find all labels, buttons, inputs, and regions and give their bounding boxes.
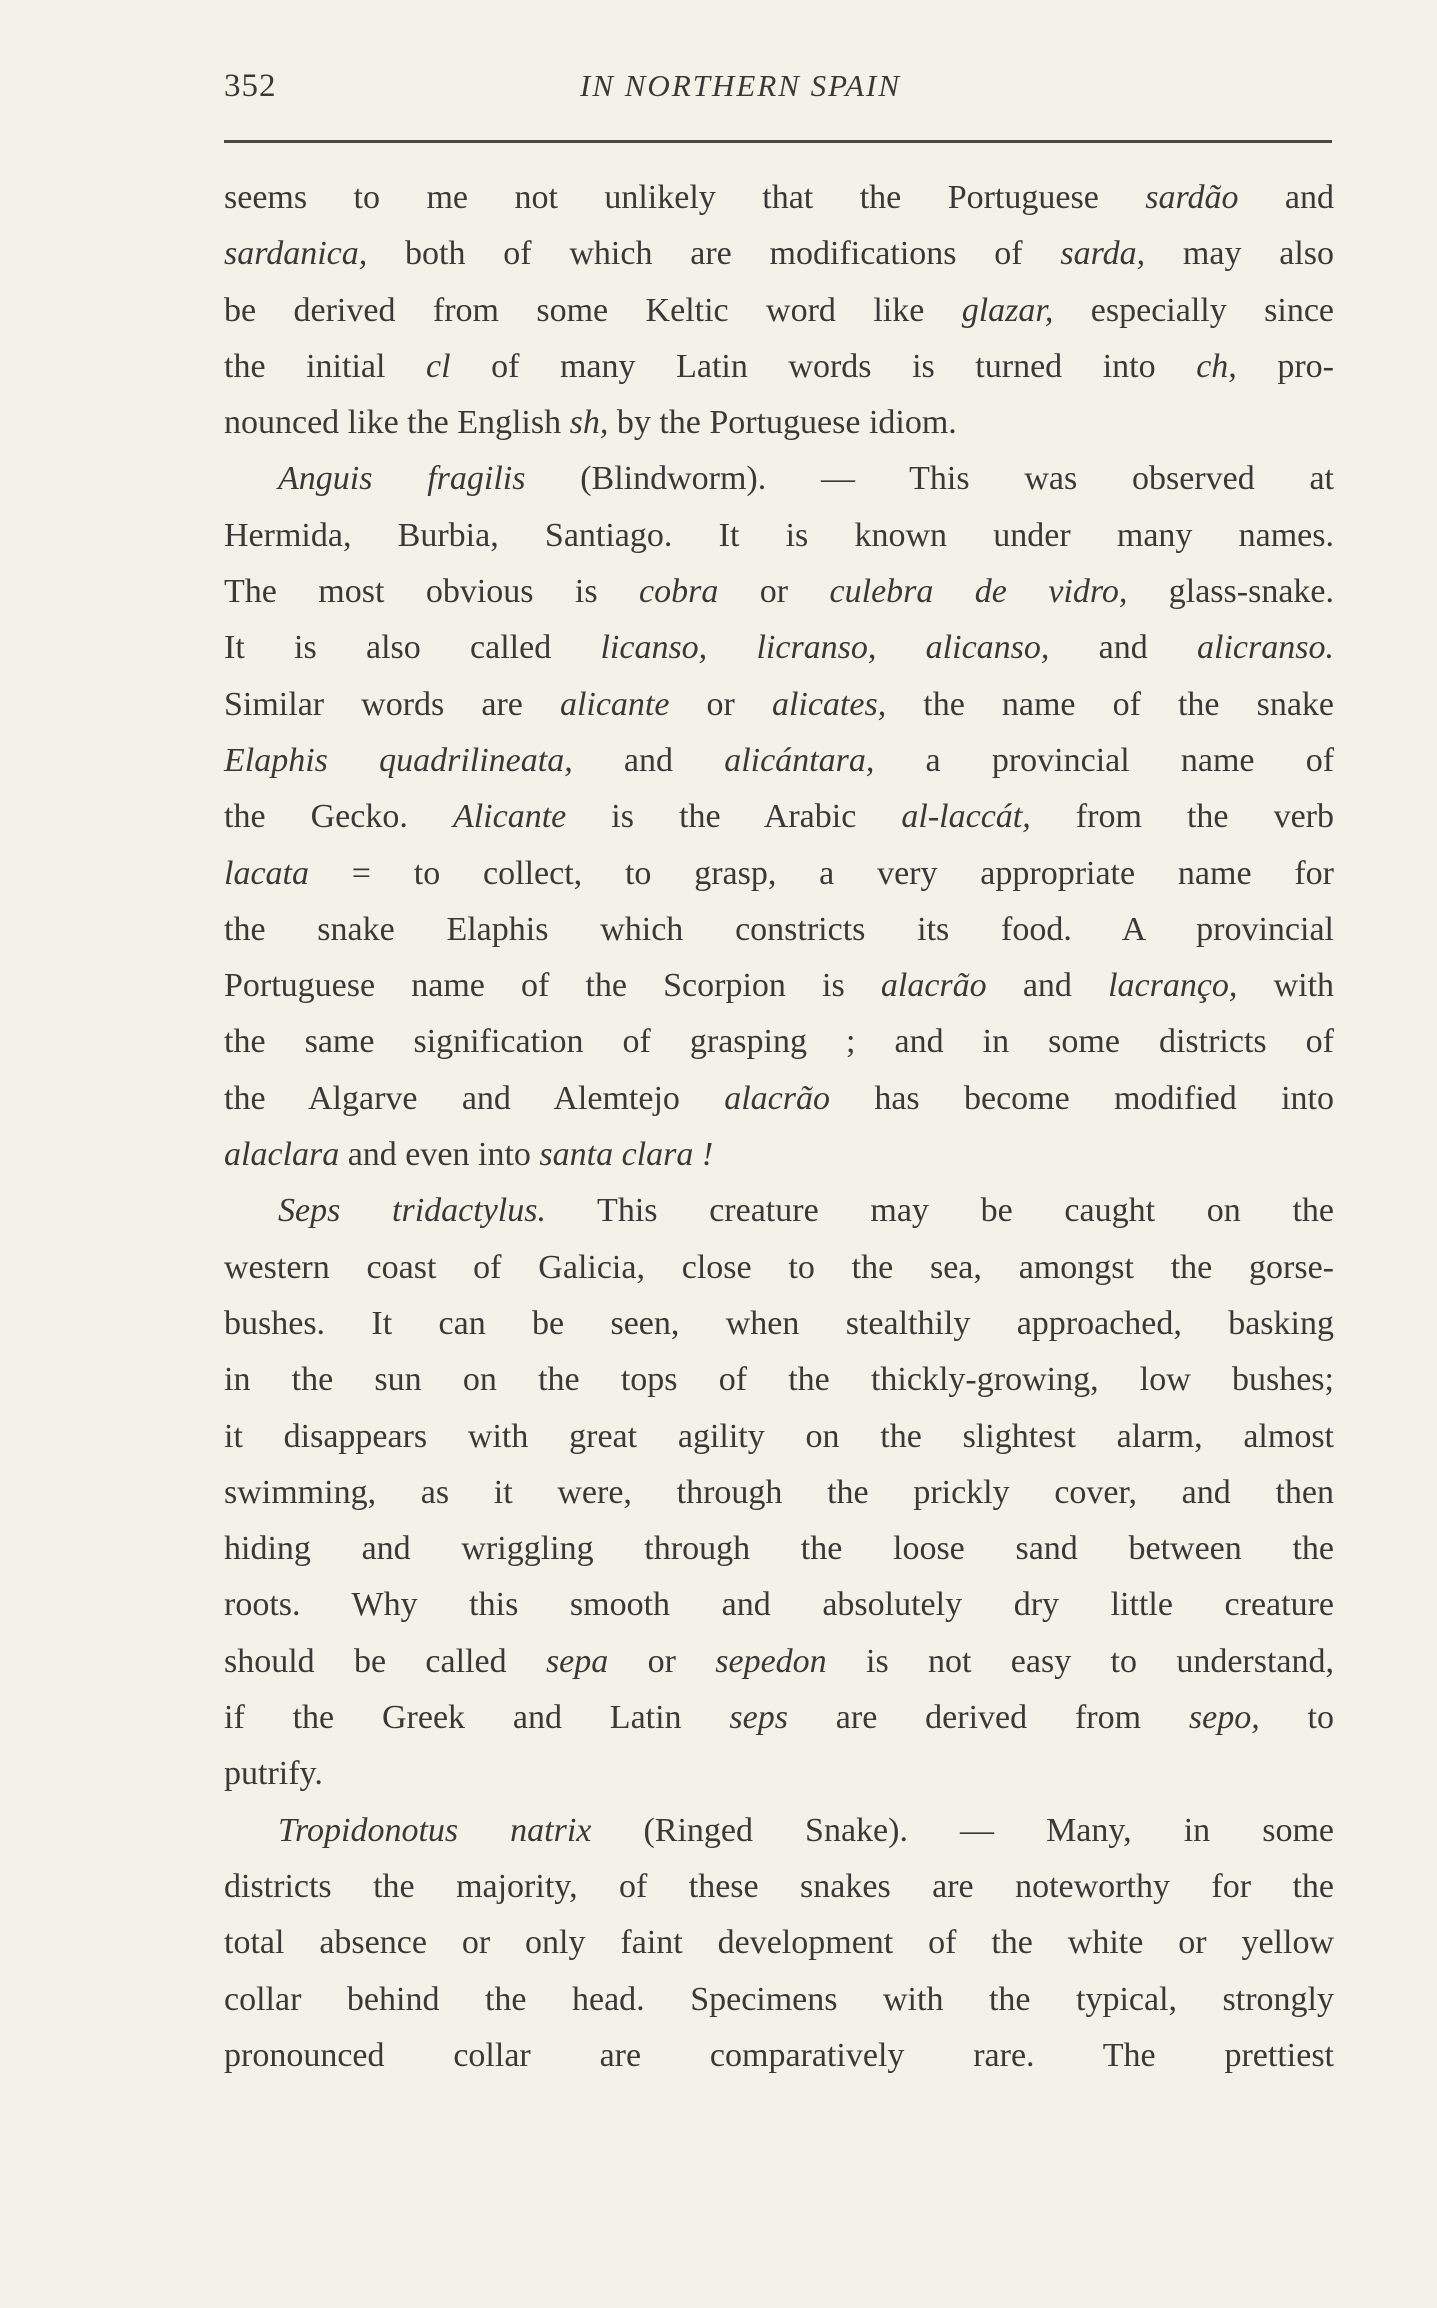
text-run: collar behind the head. Specimens with the typical, strongly xyxy=(224,1980,1334,2018)
text-run: and xyxy=(1238,179,1335,216)
text-line xyxy=(224,677,1334,733)
text-line xyxy=(224,564,1334,620)
text-run: = to collect, to grasp, a very appropriate name for xyxy=(308,854,1334,892)
text-run: with xyxy=(1237,967,1335,1005)
italic-term: seps xyxy=(729,1699,788,1737)
text-run: the Gecko. xyxy=(224,798,453,836)
text-line xyxy=(224,1465,1334,1521)
italic-term: alacrão xyxy=(880,967,987,1005)
text-run: is not easy to understand, xyxy=(826,1642,1335,1680)
text-line xyxy=(224,1915,1334,1971)
text-run: swimming, as it were, through the prickly cover, and then xyxy=(224,1473,1334,1511)
text-line xyxy=(224,451,1334,507)
text-run: Portuguese name of the Scorpion is xyxy=(224,967,881,1005)
text-run: districts the majority, of these snakes are noteworthy for the xyxy=(224,1867,1334,1905)
italic-term: alicántara, xyxy=(724,741,875,779)
italic-term: alaclara xyxy=(224,1136,340,1174)
italic-term: lacata xyxy=(224,854,309,892)
italic-term: sepedon xyxy=(715,1642,827,1680)
text-run: and xyxy=(572,741,725,779)
text-run: has become modified into xyxy=(830,1079,1334,1117)
text-run: and xyxy=(1049,629,1198,667)
text-run: is the Arabic xyxy=(566,798,902,836)
text-line xyxy=(224,283,1334,339)
italic-term: Seps tridactylus. xyxy=(278,1192,546,1230)
italic-term: glazar, xyxy=(961,291,1054,329)
italic-term: alicranso. xyxy=(1197,629,1334,667)
italic-term: al-laccát, xyxy=(901,798,1031,836)
text-run: the initial xyxy=(224,347,426,385)
text-run: or xyxy=(608,1642,716,1680)
italic-term: sepo, xyxy=(1188,1699,1260,1737)
text-run: pronounced collar are comparatively rare. The prettiest xyxy=(224,2036,1334,2074)
text-run: or xyxy=(718,573,830,611)
text-line xyxy=(224,1972,1334,2028)
text-line xyxy=(224,846,1334,902)
text-run: western coast of Galicia, close to the sea, amongst the gorse- xyxy=(224,1248,1334,1286)
italic-term: Tropidonotus natrix xyxy=(278,1811,592,1849)
text-line xyxy=(224,395,1334,451)
running-head: IN NORTHERN SPAIN xyxy=(580,68,902,103)
text-run: of many Latin words is turned into xyxy=(450,347,1197,385)
text-line xyxy=(224,620,1334,676)
text-run: Hermida, Burbia, Santiago. It is known under many names. xyxy=(224,516,1334,554)
text-run: the Algarve and Alemtejo xyxy=(224,1079,725,1117)
text-line xyxy=(224,1577,1334,1633)
body-text xyxy=(224,170,1334,2084)
text-line xyxy=(224,170,1334,226)
text-run: the name of the snake xyxy=(886,685,1335,723)
text-line xyxy=(224,1859,1334,1915)
text-run: seems to me not unlikely that the Portuguese xyxy=(224,179,1146,216)
text-run: by the Portuguese idiom. xyxy=(608,404,957,442)
text-line xyxy=(224,1127,1334,1183)
text-line xyxy=(224,1352,1334,1408)
text-run: may also xyxy=(1145,235,1335,273)
text-run: The most obvious is xyxy=(224,573,640,611)
text-run: the snake Elaphis which constricts its food. A provincial xyxy=(224,910,1334,948)
text-line xyxy=(224,1409,1334,1465)
italic-term: alicates, xyxy=(771,685,887,723)
text-run: are derived from xyxy=(787,1699,1189,1737)
text-run: from the verb xyxy=(1030,798,1335,836)
text-run: a provincial name of xyxy=(874,741,1335,779)
text-run: if the Greek and Latin xyxy=(224,1699,730,1737)
text-line xyxy=(224,1746,1334,1802)
text-run: especially since xyxy=(1053,291,1334,329)
text-line xyxy=(224,1071,1334,1127)
text-run: in the sun on the tops of the thickly-growing, low bushes; xyxy=(224,1361,1334,1399)
italic-term: alicante xyxy=(559,685,670,723)
text-run: and xyxy=(986,967,1109,1005)
text-run: glass-snake. xyxy=(1127,573,1334,611)
italic-term: licanso, licranso, alicanso, xyxy=(600,629,1050,667)
text-line xyxy=(224,1690,1334,1746)
text-line xyxy=(224,1014,1334,1070)
italic-term: Anguis fragilis xyxy=(278,460,526,498)
text-run: Similar words are xyxy=(224,685,560,723)
text-run: both of which are modifications of xyxy=(367,235,1061,273)
header-rule xyxy=(224,140,1332,143)
text-run: (Blindworm). — This was observed at xyxy=(525,460,1334,498)
page-number: 352 xyxy=(224,68,277,104)
text-run: it disappears with great agility on the slightest alarm, almost xyxy=(224,1417,1334,1455)
text-line xyxy=(224,508,1334,564)
text-run: total absence or only faint development of the white or yellow xyxy=(224,1924,1334,1962)
text-run: bushes. It can be seen, when stealthily approached, basking xyxy=(224,1304,1334,1342)
text-line xyxy=(224,1240,1334,1296)
italic-term: alacrão xyxy=(724,1079,830,1117)
text-run: putrify. xyxy=(224,1755,323,1793)
italic-term: sh, xyxy=(569,404,609,442)
italic-term: ch, xyxy=(1196,347,1237,385)
italic-term: santa clara ! xyxy=(539,1136,714,1174)
text-line xyxy=(224,958,1334,1014)
italic-term: cobra xyxy=(639,573,719,611)
italic-term: Alicante xyxy=(452,798,567,836)
text-run: roots. Why this smooth and absolutely dry little creature xyxy=(224,1586,1334,1624)
italic-term: sardanica, xyxy=(224,235,368,273)
text-run: It is also called xyxy=(224,629,601,667)
text-line xyxy=(224,2028,1334,2084)
italic-term: culebra de vidro, xyxy=(829,573,1128,611)
italic-term: sardão xyxy=(1145,179,1239,216)
italic-term: Elaphis quadrilineata, xyxy=(224,741,573,779)
text-line xyxy=(224,226,1334,282)
text-run: the same signification of grasping ; and in some districts of xyxy=(224,1023,1334,1061)
text-line xyxy=(224,1634,1334,1690)
text-run: pro- xyxy=(1236,347,1334,385)
text-run: be derived from some Keltic word like xyxy=(224,291,962,329)
text-line xyxy=(224,733,1334,789)
text-run: or xyxy=(669,685,772,723)
text-run: should be called xyxy=(224,1642,546,1680)
text-run: hiding and wriggling through the loose sand between the xyxy=(224,1530,1334,1568)
text-line xyxy=(224,1183,1334,1239)
text-run: nounced like the English xyxy=(224,404,570,442)
text-run: to xyxy=(1259,1699,1334,1737)
text-run: and even into xyxy=(339,1136,540,1174)
text-line xyxy=(224,1521,1334,1577)
italic-term: cl xyxy=(425,347,451,385)
text-line xyxy=(224,789,1334,845)
italic-term: sepa xyxy=(545,1642,609,1680)
text-run: This creature may be caught on the xyxy=(545,1192,1334,1230)
text-line xyxy=(224,902,1334,958)
text-line xyxy=(224,1296,1334,1352)
text-run: (Ringed Snake). — Many, in some xyxy=(591,1811,1335,1849)
italic-term: lacranço, xyxy=(1108,967,1238,1005)
text-line xyxy=(224,339,1334,395)
text-line xyxy=(224,1803,1334,1859)
italic-term: sarda, xyxy=(1060,235,1146,273)
